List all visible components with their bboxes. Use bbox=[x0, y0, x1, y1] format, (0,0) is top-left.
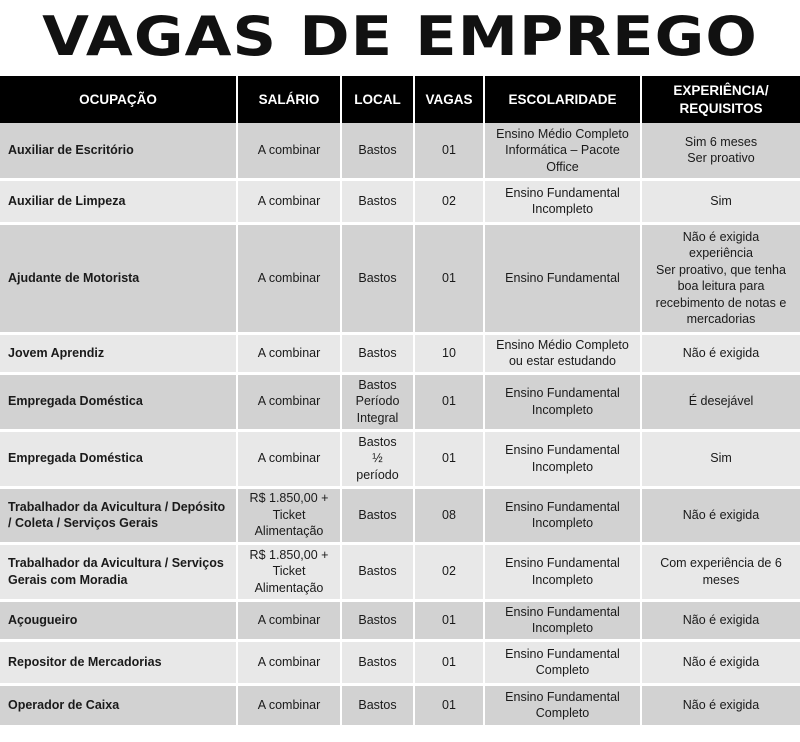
cell-salario: A combinar bbox=[237, 333, 341, 373]
cell-experiencia: Sim 6 meses Ser proativo bbox=[641, 123, 800, 179]
cell-ocupacao: Auxiliar de Escritório bbox=[0, 123, 237, 179]
cell-salario: A combinar bbox=[237, 430, 341, 487]
cell-salario: A combinar bbox=[237, 123, 341, 179]
cell-ocupacao: Trabalhador da Avicultura / Depósito / Coleta / Serviços Gerais bbox=[0, 487, 237, 543]
cell-ocupacao: Operador de Caixa bbox=[0, 684, 237, 726]
cell-salario: R$ 1.850,00 + Ticket Alimentação bbox=[237, 543, 341, 600]
cell-escolaridade: Ensino Fundamental Incompleto bbox=[484, 179, 641, 223]
cell-vagas: 02 bbox=[414, 543, 484, 600]
cell-local: Bastos bbox=[341, 543, 414, 600]
jobs-table bbox=[0, 76, 800, 728]
cell-vagas: 08 bbox=[414, 487, 484, 543]
cell-salario: A combinar bbox=[237, 600, 341, 640]
cell-experiencia: Não é exigida bbox=[641, 684, 800, 726]
header-escolaridade: ESCOLARIDADE bbox=[484, 76, 641, 123]
cell-salario: A combinar bbox=[237, 223, 341, 333]
cell-escolaridade: Ensino Fundamental Incompleto bbox=[484, 600, 641, 640]
cell-ocupacao: Repositor de Mercadorias bbox=[0, 640, 237, 684]
cell-escolaridade: Ensino Médio Completo ou estar estudando bbox=[484, 333, 641, 373]
cell-local: Bastos bbox=[341, 123, 414, 179]
cell-ocupacao: Ajudante de Motorista bbox=[0, 223, 237, 333]
cell-escolaridade: Ensino Médio Completo Informática – Pacote Office bbox=[484, 123, 641, 179]
cell-vagas: 01 bbox=[414, 223, 484, 333]
header-vagas: VAGAS bbox=[414, 76, 484, 123]
cell-escolaridade: Ensino Fundamental Completo bbox=[484, 640, 641, 684]
cell-vagas: 01 bbox=[414, 600, 484, 640]
table-row bbox=[0, 640, 800, 684]
table-row bbox=[0, 487, 800, 543]
cell-local: Bastos ½ período bbox=[341, 430, 414, 487]
table-header-row bbox=[0, 76, 800, 123]
cell-experiencia: Com experiência de 6 meses bbox=[641, 543, 800, 600]
cell-escolaridade: Ensino Fundamental Incompleto bbox=[484, 373, 641, 430]
cell-ocupacao: Jovem Aprendiz bbox=[0, 333, 237, 373]
header-salario: SALÁRIO bbox=[237, 76, 341, 123]
table-row bbox=[0, 600, 800, 640]
cell-vagas: 01 bbox=[414, 684, 484, 726]
cell-salario: R$ 1.850,00 + Ticket Alimentação bbox=[237, 487, 341, 543]
cell-vagas: 02 bbox=[414, 179, 484, 223]
cell-escolaridade: Ensino Fundamental Incompleto bbox=[484, 430, 641, 487]
header-ocupacao: OCUPAÇÃO bbox=[0, 76, 237, 123]
table-row bbox=[0, 123, 800, 179]
cell-vagas: 01 bbox=[414, 123, 484, 179]
header-local: LOCAL bbox=[341, 76, 414, 123]
cell-experiencia: Não é exigida bbox=[641, 487, 800, 543]
cell-experiencia: Não é exigida bbox=[641, 600, 800, 640]
cell-local: Bastos bbox=[341, 487, 414, 543]
table-row bbox=[0, 684, 800, 726]
cell-local: Bastos bbox=[341, 333, 414, 373]
cell-local: Bastos Período Integral bbox=[341, 373, 414, 430]
cell-salario: A combinar bbox=[237, 373, 341, 430]
cell-escolaridade: Ensino Fundamental Completo bbox=[484, 684, 641, 726]
cell-experiencia: Não é exigida experiência Ser proativo, que tenha boa leitura para recebimento de notas e mercadorias bbox=[641, 223, 800, 333]
table-row bbox=[0, 430, 800, 487]
page-title: VAGAS DE EMPREGO bbox=[42, 4, 758, 68]
cell-local: Bastos bbox=[341, 684, 414, 726]
cell-local: Bastos bbox=[341, 179, 414, 223]
cell-ocupacao: Empregada Doméstica bbox=[0, 430, 237, 487]
cell-local: Bastos bbox=[341, 223, 414, 333]
cell-salario: A combinar bbox=[237, 640, 341, 684]
cell-escolaridade: Ensino Fundamental bbox=[484, 223, 641, 333]
table-row bbox=[0, 223, 800, 333]
cell-ocupacao: Trabalhador da Avicultura / Serviços Gerais com Moradia bbox=[0, 543, 237, 600]
table-row bbox=[0, 179, 800, 223]
table-row bbox=[0, 543, 800, 600]
cell-ocupacao: Açougueiro bbox=[0, 600, 237, 640]
cell-vagas: 01 bbox=[414, 640, 484, 684]
cell-local: Bastos bbox=[341, 600, 414, 640]
cell-experiencia: Não é exigida bbox=[641, 640, 800, 684]
header-experiencia: EXPERIÊNCIA/ REQUISITOS bbox=[641, 76, 800, 123]
cell-vagas: 01 bbox=[414, 373, 484, 430]
table-row bbox=[0, 333, 800, 373]
cell-escolaridade: Ensino Fundamental Incompleto bbox=[484, 487, 641, 543]
cell-salario: A combinar bbox=[237, 179, 341, 223]
cell-ocupacao: Auxiliar de Limpeza bbox=[0, 179, 237, 223]
cell-salario: A combinar bbox=[237, 684, 341, 726]
cell-vagas: 10 bbox=[414, 333, 484, 373]
cell-ocupacao: Empregada Doméstica bbox=[0, 373, 237, 430]
cell-local: Bastos bbox=[341, 640, 414, 684]
cell-escolaridade: Ensino Fundamental Incompleto bbox=[484, 543, 641, 600]
cell-experiencia: Sim bbox=[641, 179, 800, 223]
cell-vagas: 01 bbox=[414, 430, 484, 487]
cell-experiencia: Sim bbox=[641, 430, 800, 487]
cell-experiencia: É desejável bbox=[641, 373, 800, 430]
table-row bbox=[0, 373, 800, 430]
cell-experiencia: Não é exigida bbox=[641, 333, 800, 373]
